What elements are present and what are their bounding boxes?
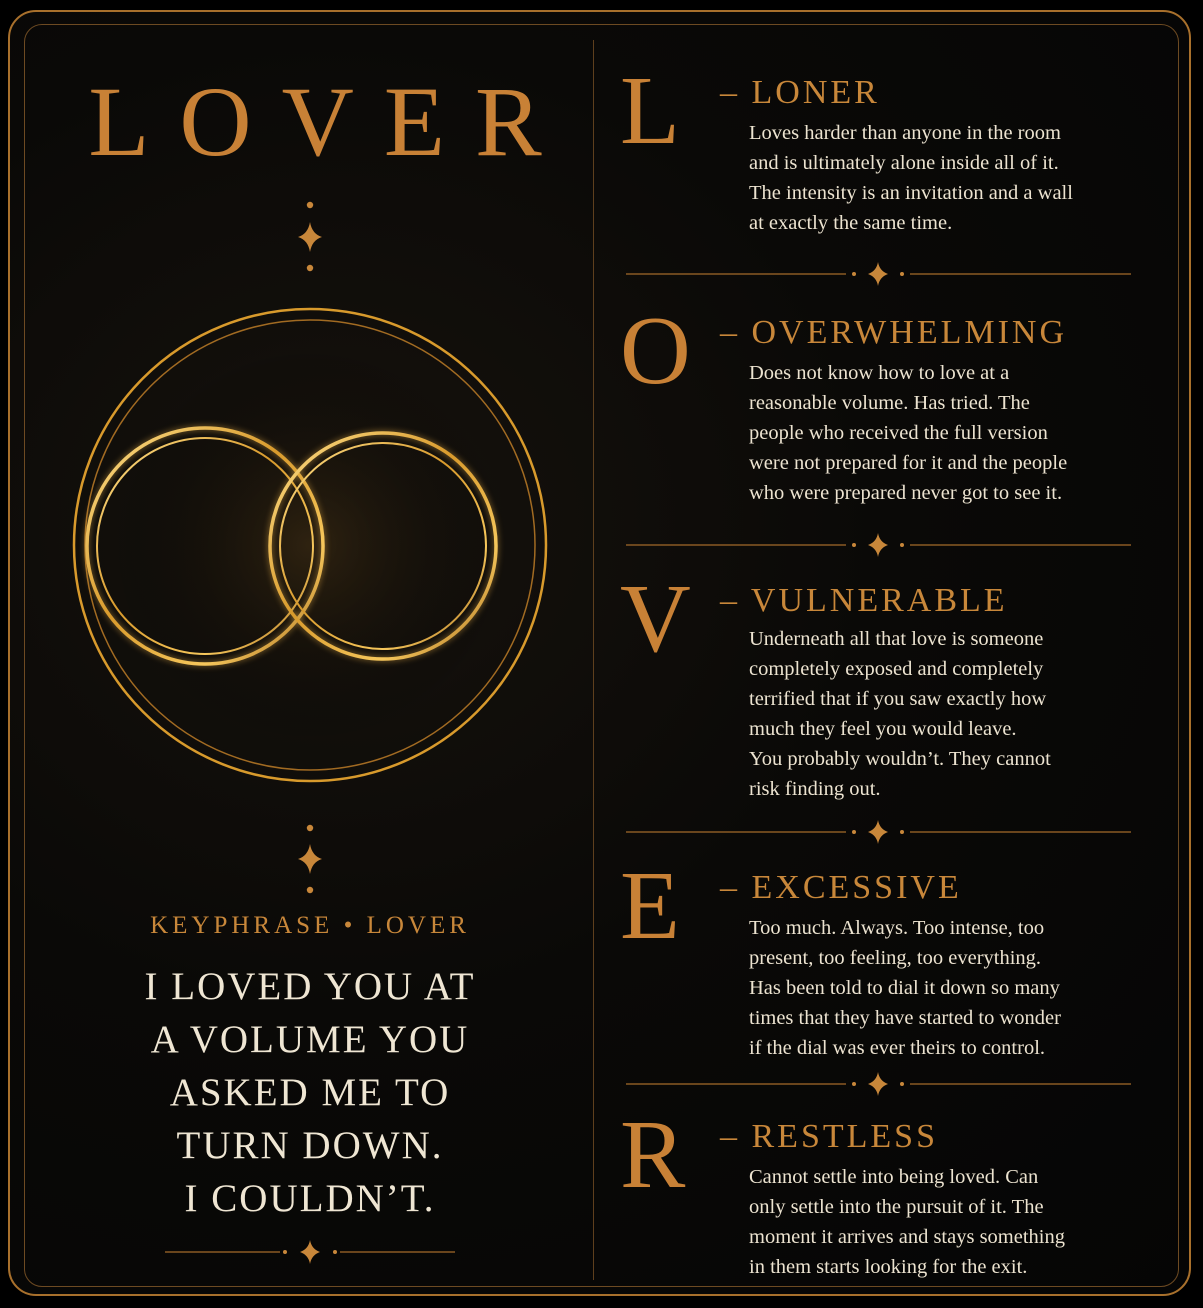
entry-heading: – EXCESSIVE: [720, 869, 962, 906]
ornamental-rule: [165, 1237, 455, 1267]
entry-letter: R: [620, 1101, 686, 1209]
entry-letter: L: [620, 57, 680, 165]
page-title: LOVER: [88, 66, 572, 177]
entry-heading: – VULNERABLE: [720, 582, 1008, 619]
ornamental-rule: [626, 817, 1131, 847]
entry-heading: – OVERWHELMING: [720, 314, 1068, 351]
entry-description: Too much. Always. Too intense, too present, too feeling, too everything. Has been told to dial it down so many times that they have started to wonder if the dial was ever theirs to control.: [749, 917, 1061, 1059]
entry-excessive: [620, 852, 1140, 1067]
entry-heading: – LONER: [720, 74, 880, 111]
entry-description: Does not know how to love at a reasonable volume. Has tried. The people who received the full version were not prepared for it and the people who were prepared never got to see it.: [749, 362, 1068, 504]
entry-letter: V: [620, 565, 691, 673]
ornamental-rule: [626, 1069, 1131, 1099]
entry-vulnerable: [620, 565, 1140, 820]
ornamental-rule: [626, 530, 1131, 560]
entry-loner: [620, 57, 1140, 262]
entry-description: Loves harder than anyone in the room and is ultimately alone inside all of it. The intensity is an invitation and a wall at exactly the same time.: [749, 122, 1073, 234]
sparkle-icon: [290, 196, 330, 276]
ornamental-rule: [626, 259, 1131, 289]
interlocking-rings-icon: [70, 300, 550, 800]
entry-letter: O: [620, 297, 691, 405]
keyphrase-label: KEYPHRASE • LOVER: [150, 912, 470, 939]
entry-heading: – RESTLESS: [720, 1118, 938, 1155]
entry-restless: [620, 1101, 1140, 1291]
keyphrase-text: I LOVED YOU AT A VOLUME YOU ASKED ME TO TURN DOWN. I COULDN’T.: [144, 965, 476, 1220]
entry-description: Underneath all that love is someone completely exposed and completely terrified that if you saw exactly how much they feel you would leave. You probably wouldn’t. They cannot risk finding out.: [749, 628, 1051, 800]
entry-letter: E: [620, 852, 680, 960]
entry-description: Cannot settle into being loved. Can only settle into the pursuit of it. The moment it arrives and stays something in them starts looking for the exit.: [749, 1166, 1065, 1278]
sparkle-icon: [290, 818, 330, 898]
entry-overwhelming: [620, 297, 1140, 522]
column-divider: [593, 40, 594, 1280]
